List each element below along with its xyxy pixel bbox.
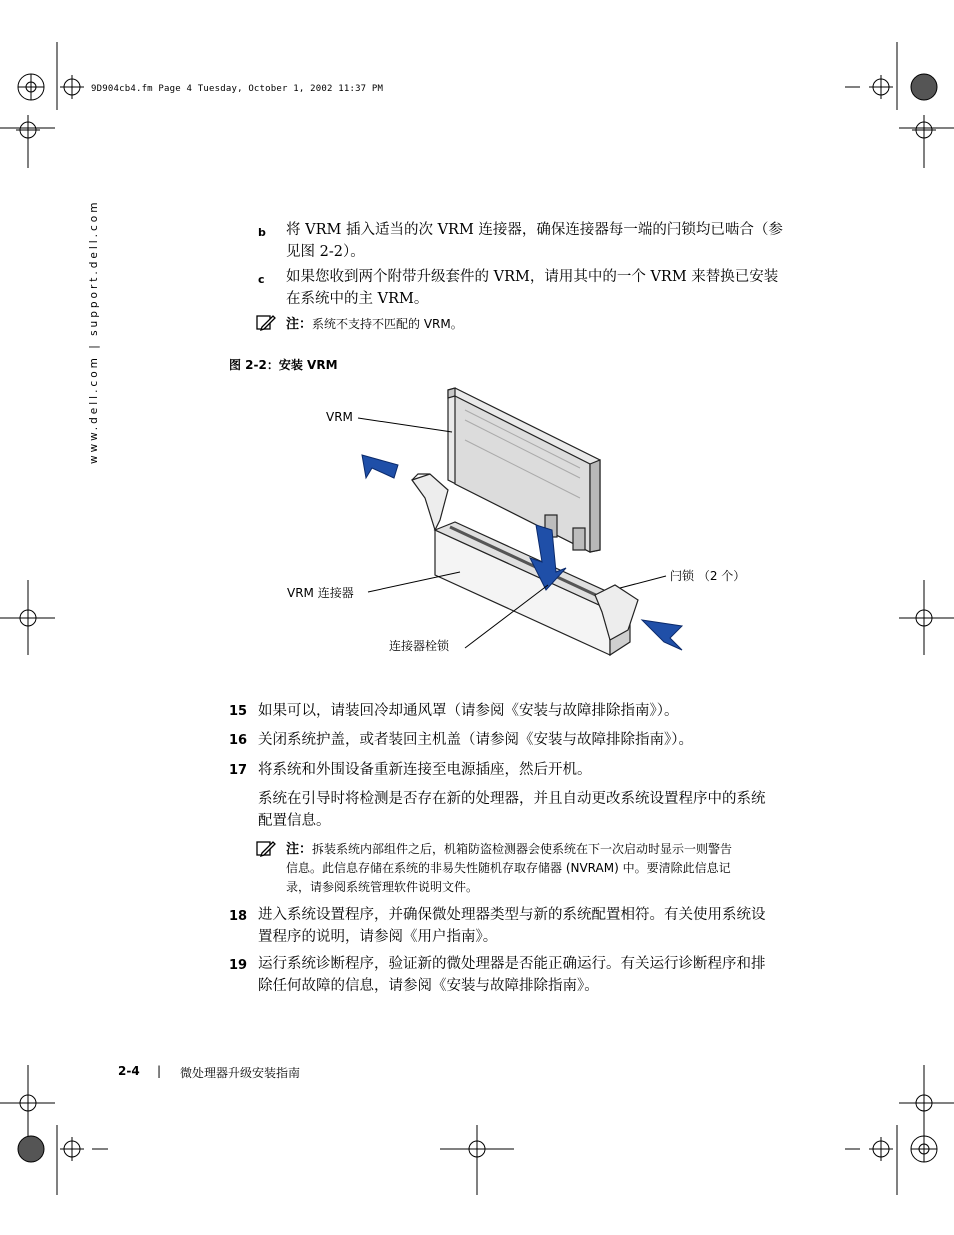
step-num-18: 18: [229, 909, 248, 924]
step-num-15: 15: [229, 704, 248, 719]
step-c-text: [286, 266, 778, 310]
page-number: 2-4: [118, 1064, 140, 1078]
note-2-line-3: 录，请参阅系统管理软件说明文件。: [286, 880, 479, 894]
note-2: [286, 840, 732, 897]
step-19-line-2: 除任何故障的信息，请参阅《安装与故障排除指南》。: [258, 978, 599, 994]
step-c-line-2: 在系统中的主 VRM。: [286, 291, 429, 307]
vrm-module: [448, 388, 600, 552]
file-header: 9D904cb4.fm Page 4 Tuesday, October 1, 2002 11:37 PM: [91, 84, 384, 94]
step-18-line-2: 置程序的说明，请参阅《用户指南》。: [258, 929, 498, 945]
note-pencil-icon: [256, 314, 276, 332]
note-2-line-2: 信息。此信息存储在系统的非易失性随机存取存储器 (NVRAM) 中。要清除此信息记: [286, 861, 731, 875]
footer-separator: |: [157, 1064, 162, 1078]
callout-connector-latch: 连接器栓锁: [389, 639, 450, 653]
step-18-line-1: 进入系统设置程序，并确保微处理器类型与新的系统配置相符。有关使用系统设: [258, 907, 766, 923]
figure-caption: 图 2-2：安装 VRM: [229, 358, 338, 372]
step-b-line-2: 见图 2-2）。: [286, 244, 365, 260]
paragraph-line-2: 配置信息。: [258, 813, 331, 829]
step-19-text: [258, 953, 766, 997]
vrm-install-illustration: [290, 380, 710, 670]
callout-vrm: VRM: [326, 410, 353, 424]
step-17-paragraph: [258, 788, 766, 832]
arrow-right-icon: [642, 620, 682, 650]
step-16-text: 关闭系统护盖，或者装回主机盖（请参阅《安装与故障排除指南》）。: [258, 732, 693, 748]
paragraph-line-1: 系统在引导时将检测是否存在新的处理器，并且自动更改系统设置程序中的系统: [258, 791, 766, 807]
note-1-text: 系统不支持不匹配的 VRM。: [312, 317, 463, 331]
note-2-line-1: 拆装系统内部组件之后，机箱防盗检测器会使系统在下一次启动时显示一则警告: [312, 842, 733, 856]
step-b-text: [286, 219, 783, 263]
step-18-text: [258, 904, 766, 948]
note-1-label: 注：: [286, 317, 313, 332]
side-url: www.dell.com | support.dell.com: [88, 199, 100, 464]
callout-latches: 闩锁 （2 个）: [670, 569, 746, 583]
step-15-text: 如果可以，请装回冷却通风罩（请参阅《安装与故障排除指南》）。: [258, 703, 679, 719]
note-2-label: 注：: [286, 842, 313, 857]
step-19-line-1: 运行系统诊断程序，验证新的微处理器是否能正确运行。有关运行诊断程序和排: [258, 956, 766, 972]
step-17-text: 将系统和外围设备重新连接至电源插座，然后开机。: [258, 762, 592, 778]
note-pencil-icon: [256, 840, 276, 858]
step-num-19: 19: [229, 958, 248, 973]
arrow-left-icon: [362, 455, 398, 478]
note-1: [286, 315, 463, 334]
step-b-line-1: 将 VRM 插入适当的次 VRM 连接器，确保连接器每一端的闩锁均已啮合（参: [286, 222, 783, 238]
footer-title: 微处理器升级安装指南: [180, 1066, 301, 1080]
step-marker-c: c: [258, 273, 265, 286]
callout-vrm-connector: VRM 连接器: [287, 586, 354, 600]
step-num-16: 16: [229, 733, 248, 748]
step-c-line-1: 如果您收到两个附带升级套件的 VRM，请用其中的一个 VRM 来替换已安装: [286, 269, 779, 285]
step-num-17: 17: [229, 763, 248, 778]
step-marker-b: b: [258, 226, 266, 239]
